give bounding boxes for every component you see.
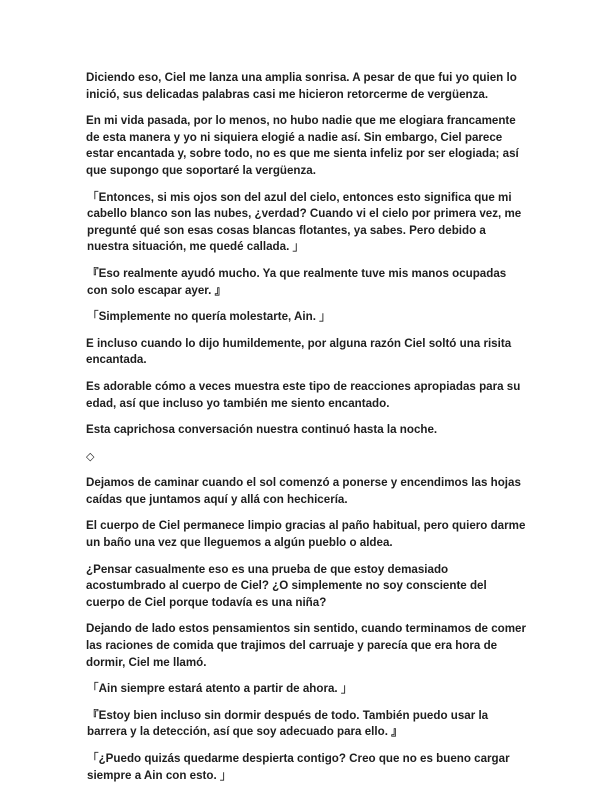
paragraph: El cuerpo de Ciel permanece limpio gracias al paño habitual, pero quiero darme un baño una vez que lleguemos a algún pueblo o aldea. (86, 519, 526, 550)
dialogue-paragraph: 「¿Puedo quizás quedarme despierta contigo? Creo que no es bueno cargar siempre a Ain con esto. 」 (87, 752, 510, 782)
dialogue-paragraph: 『Eso realmente ayudó mucho. Ya que realmente tuve mis manos ocupadas con solo escapar ayer. 』 (87, 266, 507, 297)
paragraph: Esta caprichosa conversación nuestra continuó hasta la noche. (86, 423, 438, 437)
paragraph: Es adorable cómo a veces muestra este tipo de reacciones apropiadas para su edad, así que incluso yo también me siento encantado. (86, 379, 521, 410)
dialogue-paragraph: 『Estoy bien incluso sin dormir después de todo. También puedo usar la barrera y la detección, así que soy adecuado para ello. 』 (87, 708, 489, 739)
paragraph: Dejamos de caminar cuando el sol comenzó a ponerse y encendimos las hojas caídas que juntamos aquí y allá con hechicería. (86, 476, 521, 506)
dialogue-paragraph: 「Simplemente no quería molestarte, Ain. 」 (87, 310, 331, 324)
scene-break-diamond: ◇ (86, 450, 95, 463)
paragraph: Diciendo eso, Ciel me lanza una amplia sonrisa. A pesar de que fui yo quien lo inició, sus delicadas palabras casi me hicieron retorcerme de vergüenza. (86, 71, 517, 101)
paragraph: En mi vida pasada, por lo menos, no hubo nadie que me elogiara francamente de esta manera y yo ni siquiera elogié a nadie así. Sin embargo, Ciel parece estar encantada y, sobre todo, no es que me sienta infeliz por ser elogiada; así que supongo que soportaré la vergüenza. (86, 114, 519, 177)
paragraph: Dejando de lado estos pensamientos sin sentido, cuando terminamos de comer las raciones de comida que trajimos del carruaje y parecía que era hora de dormir, Ciel me llamó. (86, 622, 527, 669)
paragraph: E incluso cuando lo dijo humildemente, por alguna razón Ciel soltó una risita encantada. (86, 336, 512, 367)
dialogue-paragraph: 「Ain siempre estará atento a partir de ahora. 」 (87, 682, 353, 696)
dialogue-paragraph: 「Entonces, si mis ojos son del azul del cielo, entonces esto significa que mi cabello blanco son las nubes, ¿verdad? Cuando vi el cielo por primera vez, me pregunté qué son esas cosas blancas flotantes, ya sabes. Pero debido a nuestra situación, me quedé callada. 」 (87, 190, 522, 254)
paragraph: ¿Pensar casualmente eso es una prueba de que estoy demasiado acostumbrado al cuerpo de Ciel? ¿O simplemente no soy consciente del cuerpo de Ciel porque todavía es una niña? (86, 562, 487, 609)
